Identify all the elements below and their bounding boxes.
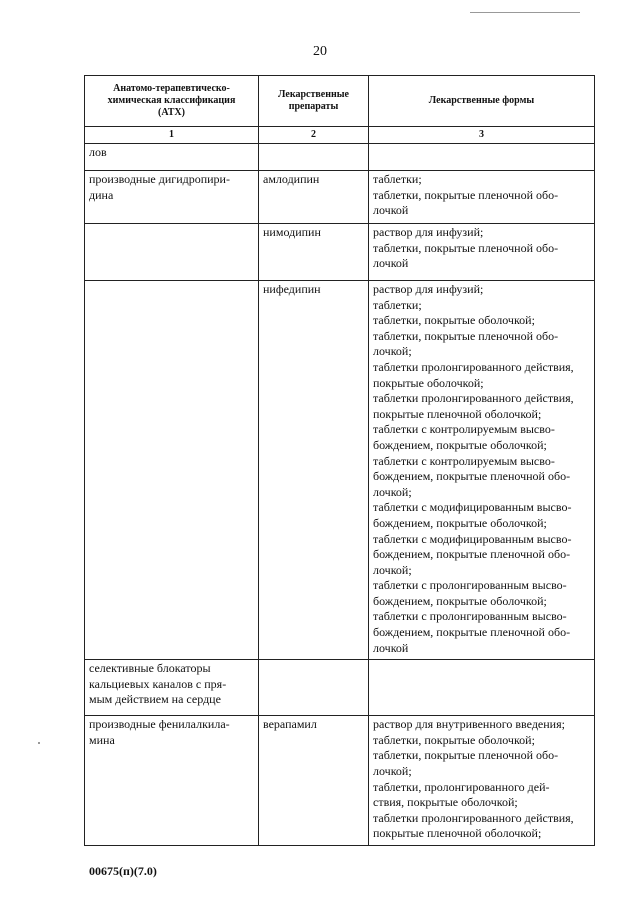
- cell-atx: [85, 224, 259, 281]
- cell-line: таблетки, покрытые пленочной обо-: [373, 240, 559, 255]
- cell-forms: [369, 224, 595, 281]
- cell-line: бождением, покрытые пленочной обо-: [373, 625, 571, 640]
- cell-forms: [369, 716, 595, 846]
- cell-line: кальциевых каналов с пря-: [89, 676, 227, 691]
- header-line: химическая классификация: [107, 95, 236, 106]
- table-row: [85, 144, 595, 171]
- cell-line: лочкой;: [373, 764, 412, 779]
- cell-line: производные дигидропири-: [89, 172, 230, 186]
- cell-line: таблетки пролонгированного действия,: [373, 810, 574, 825]
- cell-line: лов: [89, 145, 107, 159]
- table-row: [85, 224, 595, 281]
- cell-line: мина: [89, 732, 115, 747]
- column-number: 2: [259, 127, 369, 144]
- table-row: [85, 660, 595, 716]
- cell-forms: [369, 660, 595, 716]
- header-row: [85, 76, 595, 127]
- cell-line: бождением, покрытые пленочной обо-: [373, 469, 571, 484]
- cell-drug: [259, 281, 369, 660]
- cell-drug: [259, 171, 369, 224]
- cell-line: лочкой: [373, 203, 409, 218]
- header-line: Анатомо-терапевтическо-: [113, 83, 230, 94]
- cell-forms: [369, 144, 595, 171]
- cell-line: лочкой: [373, 640, 409, 655]
- cell-line: таблетки;: [373, 297, 422, 312]
- cell-line: нифедипин: [263, 282, 321, 296]
- table-row: [85, 171, 595, 224]
- cell-line: лочкой;: [373, 344, 412, 359]
- header-line: Лекарственные формы: [428, 95, 535, 106]
- header-line: (АТХ): [158, 107, 185, 118]
- cell-line: бождением, покрытые оболочкой;: [373, 515, 547, 530]
- cell-atx: [85, 144, 259, 171]
- medication-table: [84, 75, 595, 846]
- cell-line: амлодипин: [263, 172, 320, 186]
- header-forms: [369, 76, 595, 127]
- cell-line: покрытые оболочкой;: [373, 375, 484, 390]
- column-number: 1: [85, 127, 259, 144]
- cell-line: производные фенилалкила-: [89, 717, 230, 732]
- cell-line: лочкой;: [373, 562, 412, 577]
- cell-drug: [259, 660, 369, 716]
- cell-atx: [85, 716, 259, 846]
- header-drugs: [259, 76, 369, 127]
- document-code: 00675(п)(7.0): [89, 864, 157, 878]
- scan-artifact-left-margin: [38, 742, 40, 744]
- cell-line: таблетки с пролонгированным высво-: [373, 578, 567, 593]
- scan-artifact-top-right: [470, 12, 580, 13]
- cell-line: таблетки, покрытые пленочной обо-: [373, 748, 559, 763]
- cell-drug: [259, 716, 369, 846]
- cell-line: ствия, покрытые оболочкой;: [373, 795, 518, 810]
- cell-forms: [369, 171, 595, 224]
- cell-line: лочкой: [373, 256, 409, 271]
- cell-line: бождением, покрытые пленочной обо-: [373, 547, 571, 562]
- cell-forms: [369, 281, 595, 660]
- cell-line: таблетки, покрытые пленочной обо-: [373, 187, 559, 202]
- cell-line: лочкой;: [373, 484, 412, 499]
- cell-atx: [85, 171, 259, 224]
- cell-line: покрытые пленочной оболочкой;: [373, 826, 542, 841]
- cell-atx: [85, 660, 259, 716]
- cell-line: таблетки с модифицированным высво-: [373, 531, 572, 546]
- cell-line: селективные блокаторы: [89, 661, 211, 676]
- page-number: 20: [313, 44, 327, 59]
- cell-drug: [259, 144, 369, 171]
- header-atx: [85, 76, 259, 127]
- table-row: [85, 716, 595, 846]
- cell-line: мым действием на сердце: [89, 692, 221, 707]
- cell-atx: [85, 281, 259, 660]
- cell-line: нимодипин: [263, 225, 321, 239]
- cell-line: таблетки с контролируемым высво-: [373, 453, 555, 468]
- cell-line: раствор для инфузий;: [373, 225, 484, 239]
- header-line: препараты: [288, 101, 339, 112]
- cell-line: таблетки с пролонгированным высво-: [373, 609, 567, 624]
- cell-line: бождением, покрытые оболочкой;: [373, 593, 547, 608]
- cell-line: покрытые пленочной оболочкой;: [373, 406, 542, 421]
- cell-line: таблетки, покрытые оболочкой;: [373, 313, 535, 328]
- cell-line: раствор для инфузий;: [373, 282, 484, 296]
- cell-line: таблетки пролонгированного действия,: [373, 359, 574, 374]
- column-number: 3: [369, 127, 595, 144]
- cell-line: таблетки, покрытые оболочкой;: [373, 732, 535, 747]
- table-row: [85, 281, 595, 660]
- cell-drug: [259, 224, 369, 281]
- cell-line: таблетки с контролируемым высво-: [373, 422, 555, 437]
- column-number-row: [85, 127, 595, 144]
- header-line: Лекарственные: [278, 89, 349, 100]
- cell-line: таблетки с модифицированным высво-: [373, 500, 572, 515]
- cell-line: раствор для внутривенного введения;: [373, 717, 565, 732]
- cell-line: таблетки, пролонгированного дей-: [373, 779, 550, 794]
- cell-line: таблетки пролонгированного действия,: [373, 391, 574, 406]
- cell-line: дина: [89, 187, 114, 202]
- cell-line: верапамил: [263, 717, 317, 732]
- cell-line: таблетки;: [373, 172, 422, 186]
- cell-line: таблетки, покрытые пленочной обо-: [373, 328, 559, 343]
- cell-line: бождением, покрытые оболочкой;: [373, 437, 547, 452]
